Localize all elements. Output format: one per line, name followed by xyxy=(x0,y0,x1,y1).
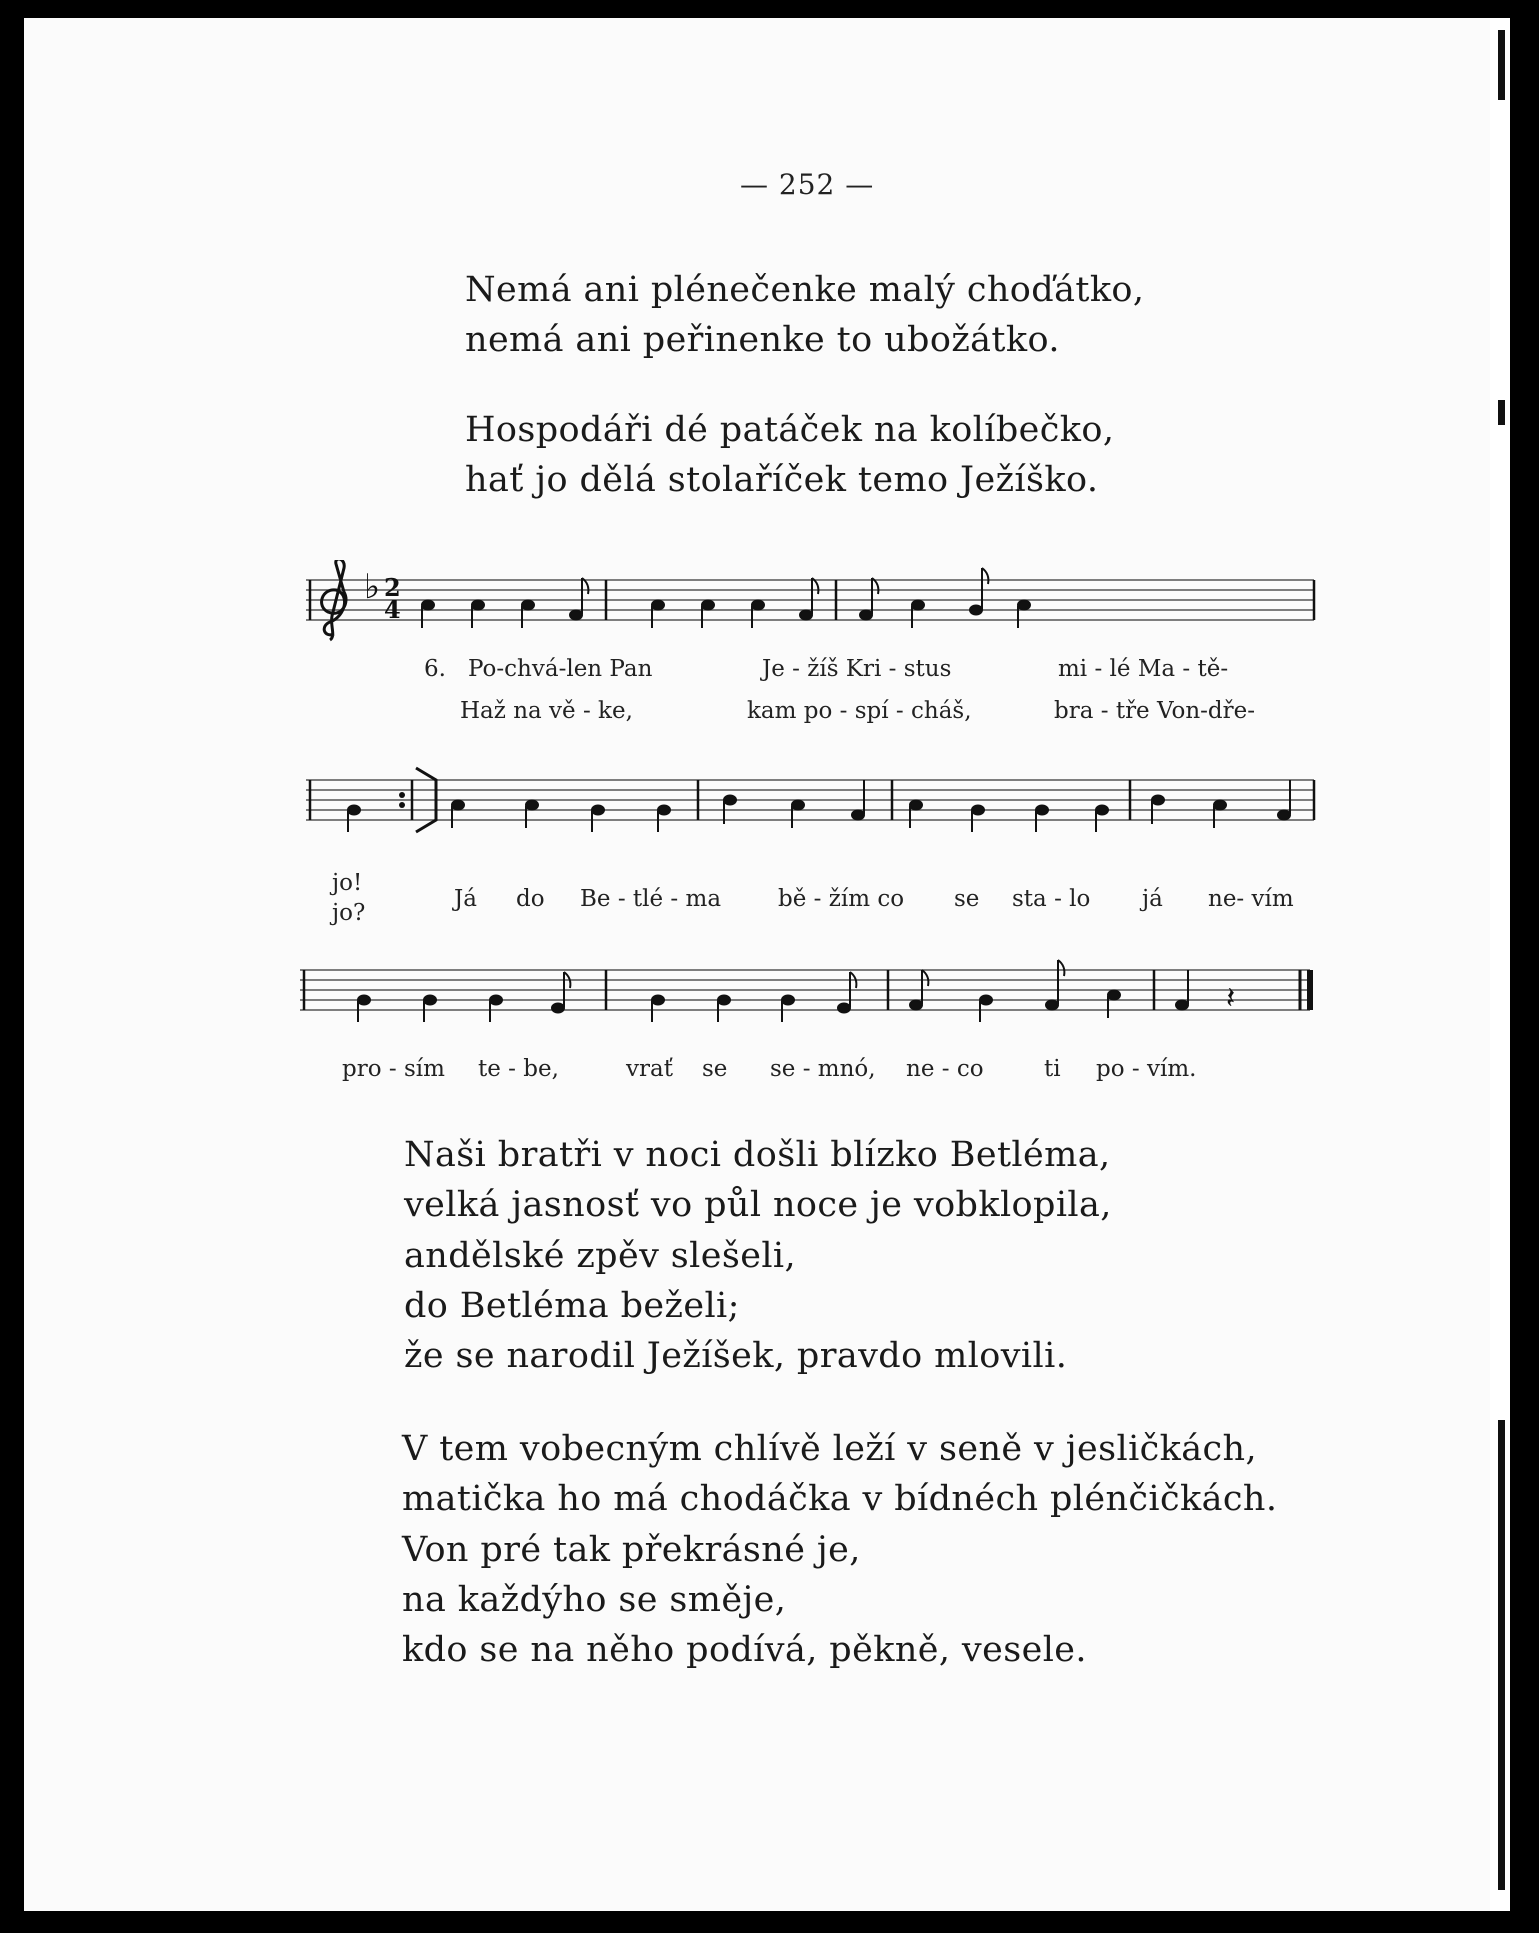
stanza-2 xyxy=(465,406,1114,505)
lyric-syllables: Já xyxy=(454,886,477,912)
lyric-syllables: ne - co xyxy=(906,1056,984,1082)
lyric-syllables: vrať xyxy=(626,1056,673,1082)
time-sig-top: 2 xyxy=(384,573,401,602)
flat-icon: ♭ xyxy=(364,567,381,607)
lyric-syllables: mi - lé Ma - tě- xyxy=(1058,656,1229,682)
lyric-syllables: bra - tře Von-dře- xyxy=(1054,698,1256,724)
ending-label: jo! xyxy=(332,870,363,896)
lyric-syllables: Be - tlé - ma xyxy=(580,886,722,912)
notes xyxy=(422,568,1030,628)
verse-line: Hospodáři dé patáček na kolíbečko, xyxy=(465,410,1115,450)
quarter-rest-icon: 𝄽 xyxy=(1226,981,1236,1016)
lyric-syllables: se xyxy=(702,1056,728,1082)
verse-line: hať jo dělá stolaříček temo Ježíško. xyxy=(465,459,1099,500)
music-staff-1 xyxy=(306,560,1316,660)
stanza-1 xyxy=(465,266,1144,365)
lyric-syllables: ne- vím xyxy=(1208,886,1294,912)
lyric-syllables: te - be, xyxy=(478,1056,559,1082)
spine-segment xyxy=(1498,30,1505,100)
verse-line: že se narodil Ježíšek, pravdo mlovili. xyxy=(404,1336,1068,1377)
song-number: 6. xyxy=(424,656,446,682)
lyric-syllables: pro - sím xyxy=(342,1056,445,1082)
verse-line: nemá ani peřinenke to ubožátko. xyxy=(465,319,1060,360)
lyric-syllables: ti xyxy=(1044,1056,1061,1082)
verse-line: do Betléma beželi; xyxy=(404,1285,740,1326)
spine-segment xyxy=(1498,400,1505,425)
verse-line: Naši bratři v noci došli blízko Betléma, xyxy=(404,1135,1111,1175)
lyric-syllables: se - mnó, xyxy=(770,1056,876,1082)
lyric-syllables: se xyxy=(954,886,980,912)
stanza-3 xyxy=(404,1130,1112,1381)
lyric-syllables: já xyxy=(1142,886,1163,912)
page-number: — 252 — xyxy=(740,168,875,201)
lyric-syllables: Po-chvá-len Pan xyxy=(468,656,653,682)
time-sig-bottom: 4 xyxy=(384,595,401,624)
lyric-syllables: Haž na vě - ke, xyxy=(460,698,633,724)
ending-label: jo? xyxy=(332,900,366,926)
music-staff-3 xyxy=(300,950,1320,1050)
lyric-syllables: po - vím. xyxy=(1096,1056,1197,1082)
stanza-4 xyxy=(402,1424,1277,1675)
verse-line: Nemá ani plénečenke malý choďátko, xyxy=(465,270,1145,310)
verse-line: andělské zpěv slešeli, xyxy=(404,1235,797,1276)
lyric-syllables: sta - lo xyxy=(1012,886,1091,912)
lyric-syllables: bě - žím co xyxy=(778,886,905,912)
verse-line: matička ho má chodáčka v bídnéch plénčičkách. xyxy=(402,1479,1278,1520)
verse-line: V tem vobecným chlívě leží v seně v jesličkách, xyxy=(402,1429,1258,1469)
music-staff-2 xyxy=(306,760,1316,860)
verse-line: velká jasnosť vo půl noce je vobklopila, xyxy=(404,1185,1112,1226)
staff-lines xyxy=(300,970,1310,1010)
verse-line: na každýho se směje, xyxy=(402,1579,787,1620)
lyric-syllables: do xyxy=(516,886,545,912)
verse-line: kdo se na něho podívá, pěkně, vesele. xyxy=(402,1630,1087,1671)
spine-segment xyxy=(1498,1420,1505,1890)
lyric-syllables: Je - žíš Kri - stus xyxy=(762,656,952,682)
lyric-syllables: kam po - spí - cháš, xyxy=(747,698,972,724)
verse-line: Von pré tak překrásné je, xyxy=(402,1529,861,1570)
notes xyxy=(348,780,1290,832)
